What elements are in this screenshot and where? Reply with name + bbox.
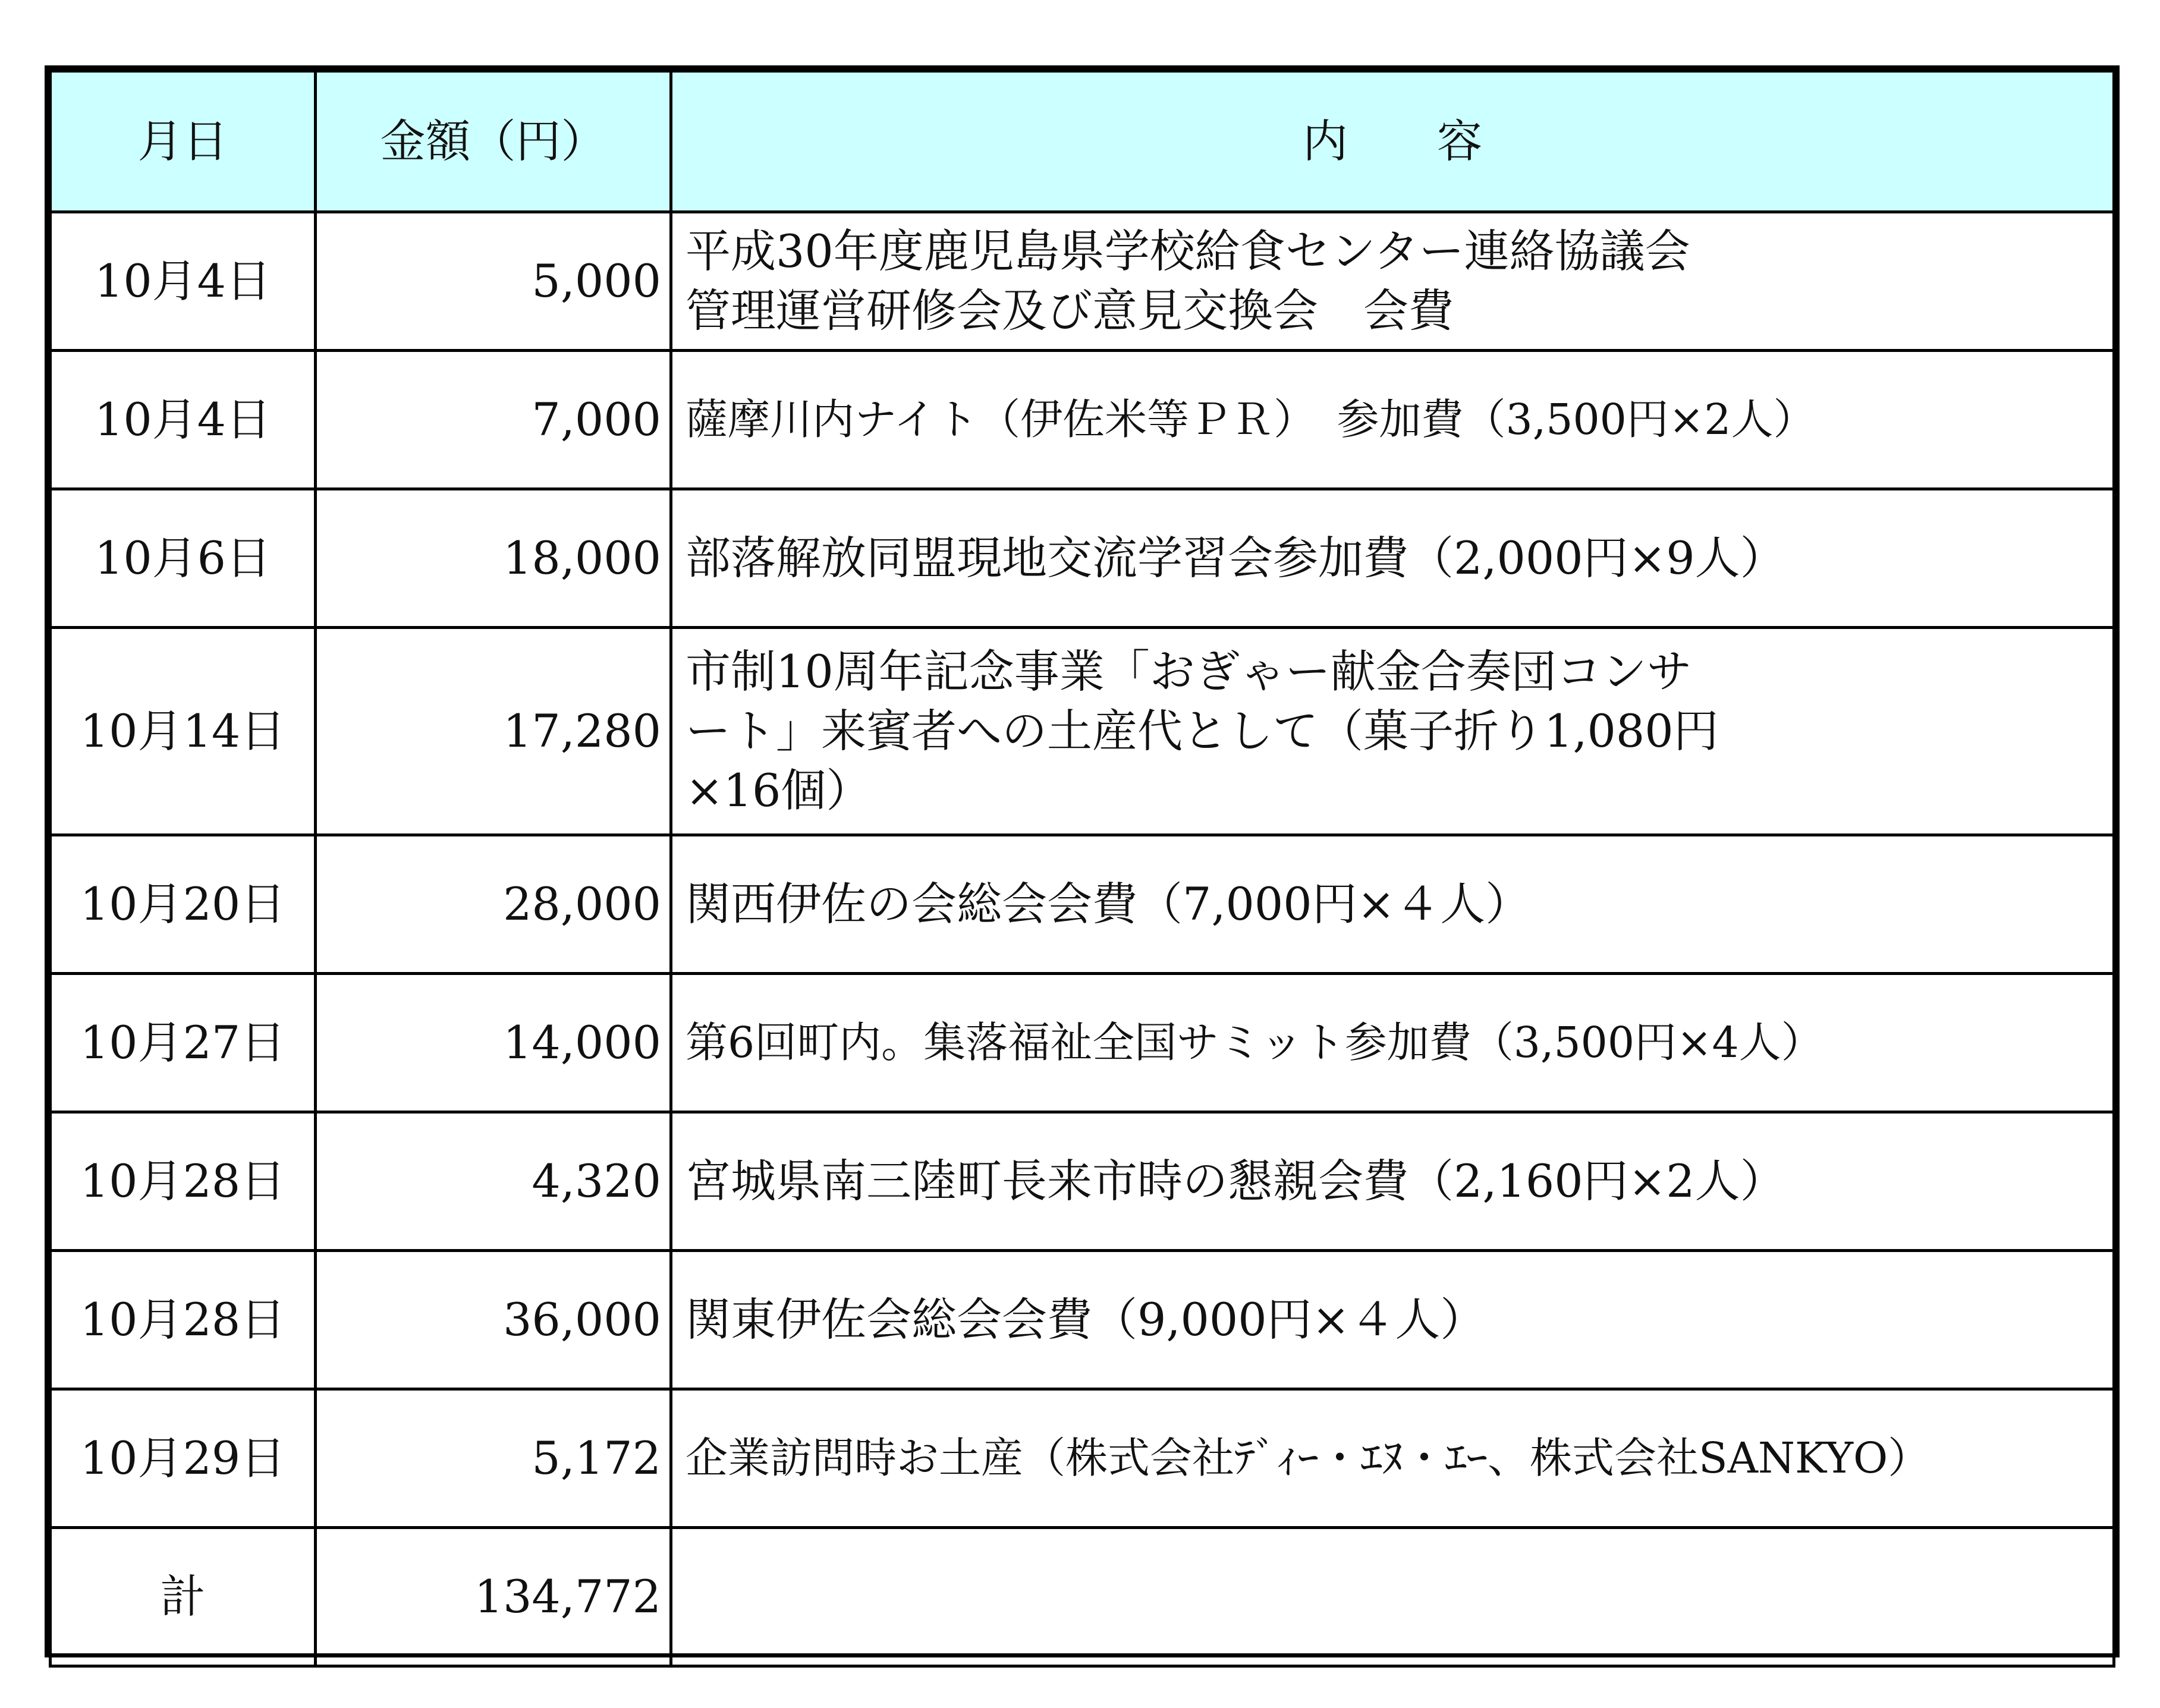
header-content-part2: 容 bbox=[1437, 114, 1482, 168]
header-content-part1: 内 bbox=[1303, 114, 1348, 168]
row-amount: 36,000 bbox=[316, 1251, 671, 1389]
header-content bbox=[671, 71, 2114, 212]
table-row bbox=[51, 835, 2114, 974]
row-content: 市制10周年記念事業「おぎゃー献金合奏団コンサ ート」来賓者への土産代として（菓子折り1,080円 ×16個） bbox=[671, 628, 2114, 835]
table-row bbox=[51, 974, 2114, 1112]
row-amount: 17,280 bbox=[316, 628, 671, 835]
expense-table-frame bbox=[45, 65, 2120, 1657]
row-content: 部落解放同盟現地交流学習会参加費（2,000円×9人） bbox=[671, 489, 2114, 628]
table-row bbox=[51, 489, 2114, 628]
row-amount: 7,000 bbox=[316, 351, 671, 489]
row-date: 10月27日 bbox=[51, 974, 316, 1112]
row-content: 第6回町内。集落福祉全国サミット参加費（3,500円×4人） bbox=[671, 974, 2114, 1112]
table-header-row bbox=[51, 71, 2114, 212]
header-amount: 金額（円） bbox=[316, 71, 671, 212]
row-content: 宮城県南三陸町長来市時の懇親会費（2,160円×2人） bbox=[671, 1112, 2114, 1251]
table-row bbox=[51, 212, 2114, 351]
row-amount: 4,320 bbox=[316, 1112, 671, 1251]
row-amount: 18,000 bbox=[316, 489, 671, 628]
row-date: 10月14日 bbox=[51, 628, 316, 835]
row-content: 関西伊佐の会総会会費（7,000円×４人） bbox=[671, 835, 2114, 974]
total-label: 計 bbox=[51, 1528, 316, 1666]
header-date: 月日 bbox=[51, 71, 316, 212]
row-date: 10月28日 bbox=[51, 1251, 316, 1389]
expense-table bbox=[49, 70, 2115, 1668]
total-content bbox=[671, 1528, 2114, 1666]
row-date: 10月6日 bbox=[51, 489, 316, 628]
row-content: 企業訪問時お土産（株式会社ﾃﾞｨｰ・ｴﾇ・ｴｰ、株式会社SANKYO） bbox=[671, 1389, 2114, 1528]
row-amount: 28,000 bbox=[316, 835, 671, 974]
table-row bbox=[51, 1112, 2114, 1251]
table-row bbox=[51, 628, 2114, 835]
row-date: 10月4日 bbox=[51, 212, 316, 351]
row-amount: 14,000 bbox=[316, 974, 671, 1112]
row-date: 10月20日 bbox=[51, 835, 316, 974]
total-amount: 134,772 bbox=[316, 1528, 671, 1666]
table-row bbox=[51, 1389, 2114, 1528]
row-date: 10月28日 bbox=[51, 1112, 316, 1251]
row-amount: 5,172 bbox=[316, 1389, 671, 1528]
row-content: 薩摩川内ナイト（伊佐米等ＰＲ） 参加費（3,500円×2人） bbox=[671, 351, 2114, 489]
row-content: 平成30年度鹿児島県学校給食センター連絡協議会 管理運営研修会及び意見交換会 会費 bbox=[671, 212, 2114, 351]
row-date: 10月29日 bbox=[51, 1389, 316, 1528]
table-row bbox=[51, 351, 2114, 489]
row-amount: 5,000 bbox=[316, 212, 671, 351]
row-date: 10月4日 bbox=[51, 351, 316, 489]
table-row bbox=[51, 1251, 2114, 1389]
total-row bbox=[51, 1528, 2114, 1666]
row-content: 関東伊佐会総会会費（9,000円×４人） bbox=[671, 1251, 2114, 1389]
